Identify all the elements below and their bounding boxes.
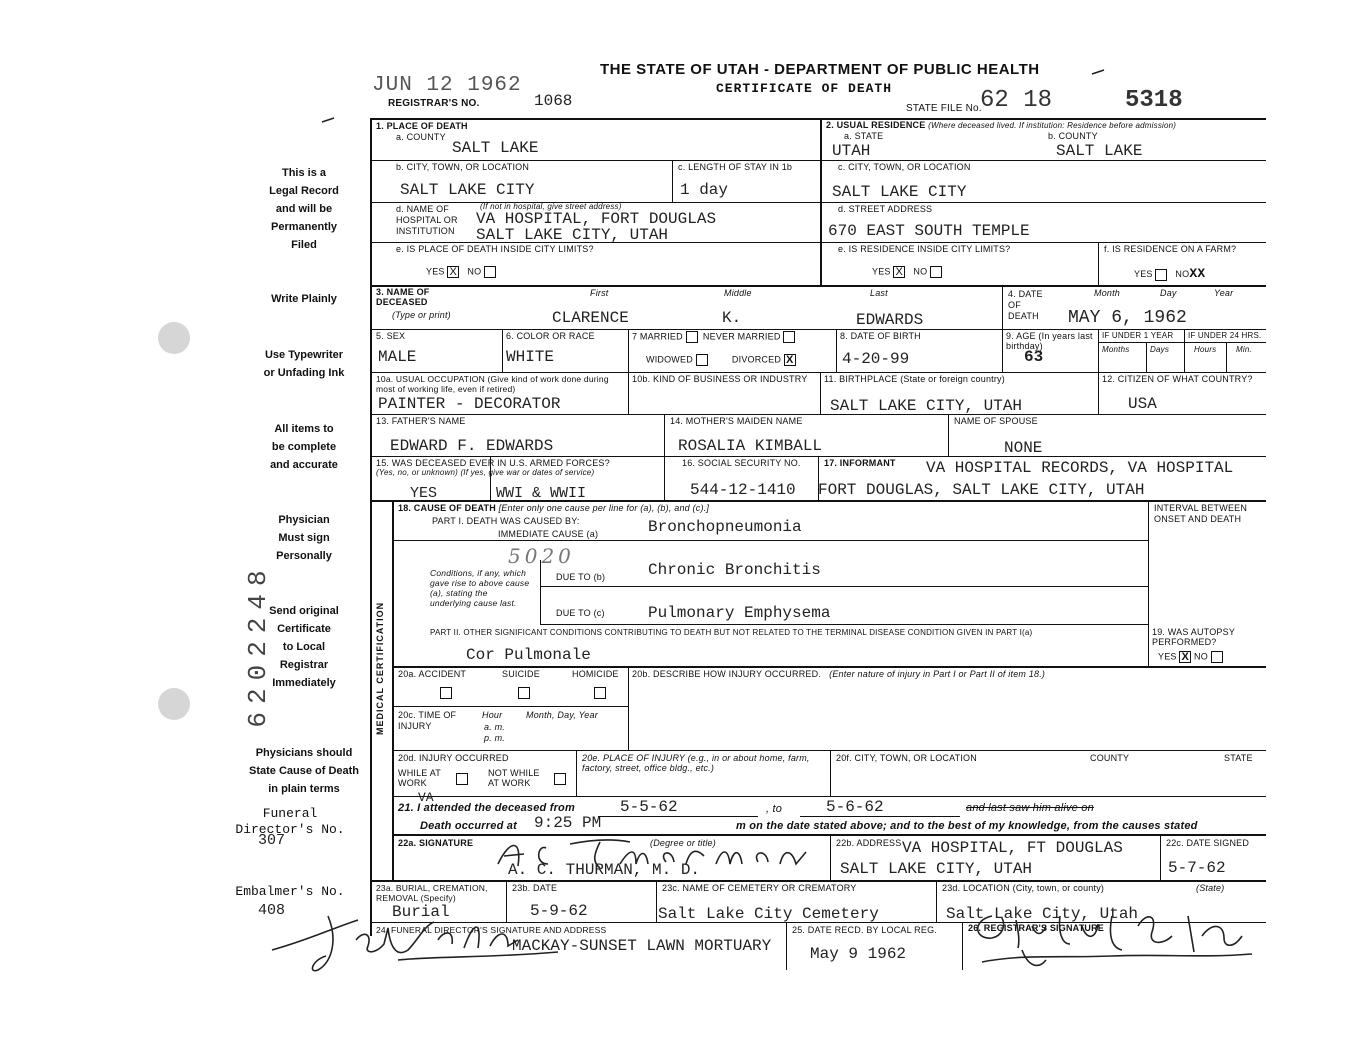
spouse-value: NONE	[1004, 439, 1043, 457]
part2-value: Cor Pulmonale	[466, 646, 591, 664]
autopsy-checkbox[interactable]: YES X NO	[1158, 651, 1223, 663]
received-stamp: JUN 12 1962	[372, 74, 522, 97]
funeral-home-value: MACKAY-SUNSET LAWN MORTUARY	[512, 937, 772, 955]
date-of-death-value: MAY 6, 1962	[1068, 308, 1187, 328]
immediate-cause-value: Bronchopneumonia	[648, 518, 802, 536]
pen-mark	[1090, 66, 1110, 78]
embalmer-label: Embalmer's No.	[235, 884, 345, 899]
state-file-suffix: 5318	[1125, 87, 1183, 114]
hospital-name-value: VA HOSPITAL, FORT DOUGLAS	[476, 210, 717, 228]
death-inside-city-checkbox[interactable]: YES X NO	[426, 266, 496, 278]
attendance-mark: VA	[418, 790, 434, 805]
document-title: THE STATE OF UTAH - DEPARTMENT OF PUBLIC HEALTH	[600, 61, 1040, 78]
pen-mark	[320, 114, 340, 126]
sidebar-legal-record: This is a Legal Record and will be Permanently Filed	[269, 167, 339, 251]
farm-checkbox[interactable]: YES NOXX	[1134, 266, 1206, 281]
cemetery-value: Salt Lake City Cemetery	[658, 905, 879, 923]
sidebar-physician: Physician Must sign Personally	[276, 514, 332, 562]
due-to-b-value: Chronic Bronchitis	[648, 561, 821, 579]
punch-hole	[158, 322, 190, 354]
deceased-middle-initial: K.	[722, 309, 742, 327]
attended-from-value: 5-5-62	[620, 798, 678, 816]
embalmer-number: 408	[258, 902, 286, 919]
place-county-value: SALT LAKE	[452, 139, 539, 157]
burial-method-value: Burial	[392, 903, 450, 921]
citizen-value: USA	[1128, 395, 1157, 413]
due-to-c-value: Pulmonary Emphysema	[648, 604, 831, 622]
occupation-value: PAINTER - DECORATOR	[378, 395, 561, 413]
state-file-number: 62 18	[980, 87, 1053, 114]
residence-street-value: 670 EAST SOUTH TEMPLE	[828, 222, 1030, 240]
punch-hole	[158, 688, 190, 720]
residence-county-value: SALT LAKE	[1056, 142, 1143, 160]
form-left-border	[370, 118, 372, 936]
attended-to-value: 5-6-62	[826, 798, 884, 816]
physician-address-1: VA HOSPITAL, FT DOUGLAS	[902, 839, 1123, 857]
physician-address-2: SALT LAKE CITY, UTAH	[840, 860, 1033, 878]
armed-forces-value: YES	[410, 485, 438, 502]
physician-name: A. C. THURMAN, M. D.	[508, 861, 701, 879]
funeral-director-number: 307	[258, 832, 286, 849]
date-signed-value: 5-7-62	[1168, 859, 1226, 877]
ssn-value: 544-12-1410	[690, 481, 796, 499]
state-file-label: STATE FILE No.	[906, 103, 982, 114]
death-time-value: 9:25 PM	[534, 814, 602, 832]
date-received-value: May 9 1962	[810, 945, 907, 963]
war-service-value: WWI & WWII	[496, 485, 587, 502]
date-of-birth-value: 4-20-99	[842, 350, 910, 368]
deceased-last-name: EDWARDS	[856, 311, 924, 329]
informant-line-1: VA HOSPITAL RECORDS, VA HOSPITAL	[926, 459, 1234, 477]
sidebar-write-plainly: Write Plainly	[271, 293, 337, 305]
funeral-director-label: Funeral Director's No.	[235, 806, 345, 837]
place-of-death-label: 1. PLACE OF DEATH	[376, 121, 468, 131]
mother-name-value: ROSALIA KIMBALL	[678, 437, 823, 455]
cause-code: 5020	[508, 544, 575, 568]
residence-inside-city-checkbox[interactable]: YES X NO	[872, 266, 942, 278]
registrar-number: 1068	[534, 92, 573, 110]
deceased-first-name: CLARENCE	[552, 309, 629, 327]
sex-value: MALE	[378, 348, 417, 366]
place-city-value: SALT LAKE CITY	[400, 181, 535, 199]
hospital-city-value: SALT LAKE CITY, UTAH	[476, 226, 669, 244]
vertical-file-number: 6202248	[243, 562, 273, 728]
medical-certification-label: MEDICAL CERTIFICATION	[375, 601, 385, 735]
burial-date-value: 5-9-62	[530, 902, 588, 920]
residence-state-value: UTAH	[832, 142, 871, 160]
race-value: WHITE	[506, 348, 555, 366]
sidebar-cause: Physicians should State Cause of Death in plain terms	[248, 747, 360, 795]
sidebar-typewriter: Use Typewriter or Unfading Ink	[263, 349, 345, 379]
burial-location-value: Salt Lake City, Utah	[946, 905, 1139, 923]
sidebar-send-original: Send original Certificate to Local Registrar Immediately	[269, 605, 339, 689]
marital-status-group[interactable]: 7 MARRIED NEVER MARRIED	[632, 331, 795, 343]
father-name-value: EDWARD F. EDWARDS	[390, 437, 554, 455]
registrar-label: REGISTRAR'S NO.	[388, 98, 480, 109]
birthplace-value: SALT LAKE CITY, UTAH	[830, 397, 1023, 415]
while-at-work-checkbox[interactable]	[456, 770, 468, 788]
age-value: 63	[1024, 348, 1044, 366]
not-at-work-checkbox[interactable]	[554, 770, 566, 788]
funeral-director-signature	[268, 900, 568, 980]
informant-line-2: FORT DOUGLAS, SALT LAKE CITY, UTAH	[818, 481, 1145, 499]
accident-checkbox[interactable]	[440, 684, 452, 702]
sidebar-complete: All items to be complete and accurate	[270, 423, 338, 471]
document-subtitle: CERTIFICATE OF DEATH	[716, 81, 893, 96]
residence-city-value: SALT LAKE CITY	[832, 183, 967, 201]
suicide-checkbox[interactable]	[518, 684, 530, 702]
homicide-checkbox[interactable]	[594, 684, 606, 702]
length-of-stay-value: 1 day	[680, 181, 729, 199]
registrar-signature	[962, 896, 1262, 976]
